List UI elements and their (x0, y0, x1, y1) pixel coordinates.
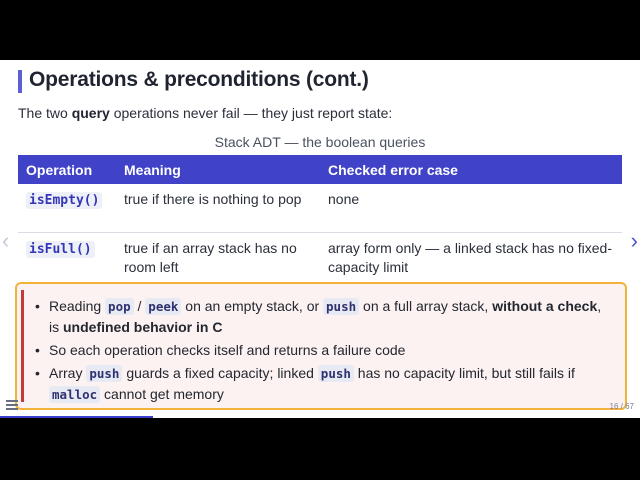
text: guards a fixed capacity; linked (122, 365, 318, 381)
table-header-row (18, 155, 622, 184)
text: Array (49, 365, 87, 381)
cell-operation (18, 184, 116, 232)
cell-meaning: true if there is nothing to pop (116, 184, 320, 232)
warning-callout (15, 282, 627, 410)
code-push: push (318, 365, 354, 382)
intro-pre: The two (18, 105, 72, 121)
text: Reading (49, 298, 106, 314)
bold-text: without a check (492, 298, 598, 314)
title-accent-bar (18, 70, 22, 93)
table-caption: Stack ADT — the boolean queries (214, 134, 426, 150)
list-item (49, 296, 611, 337)
cell-operation (18, 232, 116, 283)
callout-accent-bar (21, 290, 24, 402)
operations-table (18, 155, 622, 283)
text: has no capacity limit, but still fails if (353, 365, 575, 381)
table-row (18, 232, 622, 283)
text: / (133, 298, 146, 314)
text: on an empty stack, or (181, 298, 324, 314)
header-error-case: Checked error case (320, 155, 622, 184)
code-push: push (86, 365, 122, 382)
text: on a full array stack, (359, 298, 493, 314)
cell-meaning: true if an array stack has no room left (124, 239, 297, 275)
code-push: push (323, 298, 359, 315)
cell-error: none (320, 184, 622, 232)
text: cannot get memory (100, 386, 224, 402)
code-isfull: isFull() (26, 241, 95, 258)
header-meaning: Meaning (116, 155, 320, 184)
chevron-left-icon[interactable]: ‹ (2, 228, 10, 253)
menu-icon[interactable] (6, 400, 18, 410)
intro-text (18, 105, 392, 121)
list-item (49, 363, 611, 405)
intro-post: operations never fail — they just report state: (109, 105, 393, 121)
code-pop: pop (105, 298, 134, 315)
table-row (18, 184, 622, 232)
code-peek: peek (145, 298, 181, 315)
list-item: • So each operation checks itself and returns a failure code (49, 340, 611, 360)
code-malloc: malloc (49, 386, 100, 403)
cell-error: array form only — a linked stack has no fixed-capacity limit (328, 239, 613, 275)
slide (0, 60, 640, 418)
progress-bar (0, 416, 153, 418)
chevron-right-icon[interactable]: › (630, 228, 638, 253)
text: , is (49, 298, 602, 335)
slide-counter: 16 / 67 (609, 402, 634, 411)
slide-title: Operations & preconditions (cont.) (29, 68, 369, 91)
code-isempty: isEmpty() (26, 192, 102, 209)
header-operation: Operation (18, 155, 116, 184)
bold-text: undefined behavior in C (63, 319, 223, 335)
callout-list (49, 296, 611, 408)
intro-bold: query (71, 105, 110, 121)
